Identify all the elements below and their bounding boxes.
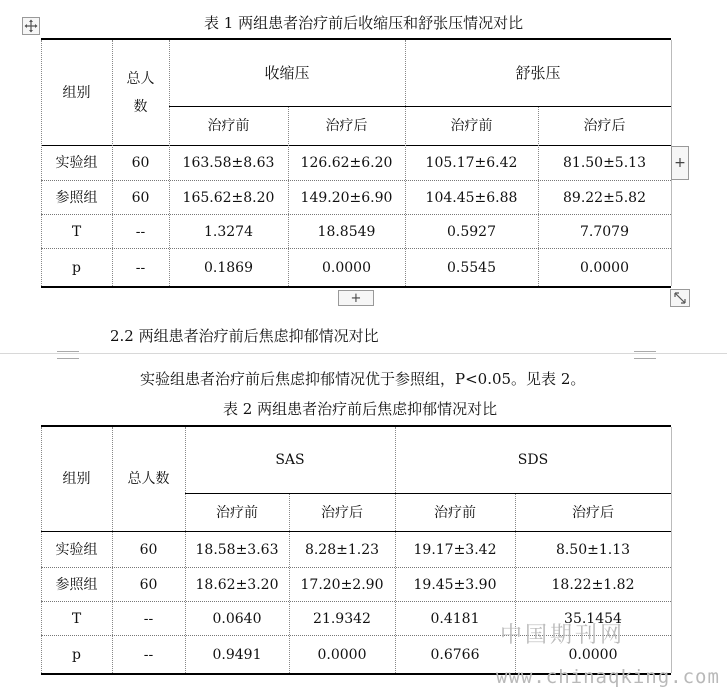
- table1-cell: 0.1869: [204, 259, 253, 276]
- table1-header-diastolic: 舒张压: [515, 64, 561, 82]
- table2-header-after: 治疗后: [321, 504, 363, 521]
- table1-cell: 81.50±5.13: [563, 155, 646, 171]
- table1-row-label: 参照组: [55, 189, 98, 206]
- table2-row-label: T: [71, 610, 82, 627]
- table1-cell: 104.45±6.88: [425, 189, 518, 206]
- section-heading: 2.2 两组患者治疗前后焦虑抑郁情况对比: [110, 327, 379, 345]
- page-margin-marker: [634, 351, 656, 359]
- table1-cell: 163.58±8.63: [182, 155, 275, 171]
- table2-header-after: 治疗后: [572, 504, 614, 521]
- add-row-button[interactable]: [338, 290, 374, 306]
- table2-row-label: 实验组: [55, 541, 98, 558]
- resize-diagonal-icon: [674, 292, 686, 304]
- table2-cell: 19.45±3.90: [413, 576, 497, 593]
- table2-cell: 0.0000: [568, 646, 618, 663]
- page-margin-marker: [57, 351, 79, 359]
- table1-caption: 表 1 两组患者治疗前后收缩压和舒张压情况对比: [204, 14, 524, 32]
- table2-cell: 18.62±3.20: [195, 576, 279, 593]
- table1-cell: 89.22±5.82: [563, 189, 646, 206]
- table1-bottom-rule: [41, 286, 671, 288]
- table1-cell: 1.3274: [204, 223, 253, 240]
- table1-cell: 0.5927: [447, 223, 496, 240]
- table1-header-group: 组别: [62, 84, 91, 101]
- table1-header-total: [112, 40, 169, 145]
- table2-col-rule: [671, 427, 672, 673]
- body-paragraph: 实验组患者治疗前后焦虑抑郁情况优于参照组，P<0.05。见表 2。: [140, 370, 586, 388]
- table-resize-handle[interactable]: [670, 289, 690, 307]
- table2-row-n: --: [143, 610, 154, 627]
- plus-icon: +: [674, 155, 686, 171]
- table2-cell: 0.9491: [212, 646, 262, 663]
- table2-row-n: 60: [139, 541, 158, 558]
- table2-cell: 19.17±3.42: [413, 541, 497, 558]
- table2-header-sds: SDS: [517, 452, 549, 468]
- add-column-button[interactable]: [671, 146, 689, 180]
- table1-cell: 165.62±8.20: [182, 189, 275, 206]
- table1-header-systolic: 收缩压: [264, 64, 310, 82]
- table1-row-n: --: [135, 223, 146, 240]
- table1-cell: 149.20±6.90: [300, 189, 393, 206]
- table2-header-before: 治疗前: [434, 504, 476, 521]
- table1-row-label: T: [71, 223, 82, 240]
- table1-header-total-line1: 总人: [126, 70, 155, 87]
- move-arrows-icon: [24, 19, 38, 33]
- table2-cell: 8.50±1.13: [555, 541, 631, 558]
- table2-row-label: p: [72, 646, 81, 663]
- table2-cell: 17.20±2.90: [300, 576, 384, 593]
- table2-header-total: 总人数: [127, 471, 170, 487]
- table1-header-before: 治疗前: [450, 118, 493, 134]
- table1-cell: 0.0000: [322, 259, 371, 276]
- table2-cell: 18.58±3.63: [195, 541, 279, 558]
- table1-cell: 0.0000: [580, 259, 629, 276]
- table2-cell: 0.0640: [212, 610, 262, 627]
- table1-header-after: 治疗后: [325, 118, 368, 134]
- table1-cell: 18.8549: [317, 223, 376, 240]
- plus-icon: +: [350, 290, 362, 306]
- table2-header-group: 组别: [62, 471, 91, 487]
- table1-row-label: 实验组: [55, 155, 98, 171]
- page-boundary: [0, 353, 727, 354]
- table2-cell: 18.22±1.82: [551, 576, 635, 593]
- table1-cell: 7.7079: [580, 223, 629, 240]
- table2-row-n: 60: [139, 576, 158, 593]
- table1-cell: 105.17±6.42: [425, 155, 518, 171]
- table1-header-after: 治疗后: [583, 118, 626, 134]
- table2-cell: 0.6766: [430, 646, 480, 663]
- table1-row-label: p: [72, 259, 81, 276]
- table2-cell: 0.4181: [430, 610, 480, 627]
- watermark-text: 中国期刊网: [500, 623, 626, 648]
- table2-caption: 表 2 两组患者治疗前后焦虑抑郁情况对比: [223, 400, 498, 418]
- table1-row-n: 60: [131, 189, 150, 206]
- watermark-url: www.chinaqking.com: [496, 666, 720, 688]
- table2-header-sas: SAS: [275, 452, 305, 468]
- table1-header-total-line2: 数: [133, 98, 148, 115]
- table2-header-before: 治疗前: [216, 504, 258, 521]
- table1-cell: 126.62±6.20: [300, 155, 393, 171]
- table1-cell: 0.5545: [447, 259, 496, 276]
- table-move-handle[interactable]: [22, 17, 40, 35]
- table2-cell: 0.0000: [317, 646, 367, 663]
- table2-cell: 21.9342: [313, 610, 371, 627]
- table2-cell: 8.28±1.23: [304, 541, 380, 558]
- table1-header-before: 治疗前: [207, 118, 250, 134]
- table2-row-n: --: [143, 646, 154, 663]
- table2-cell: 35.1454: [564, 610, 622, 627]
- table1-row-n: --: [135, 259, 146, 276]
- table1-row-n: 60: [131, 155, 150, 171]
- table2-row-label: 参照组: [55, 576, 98, 593]
